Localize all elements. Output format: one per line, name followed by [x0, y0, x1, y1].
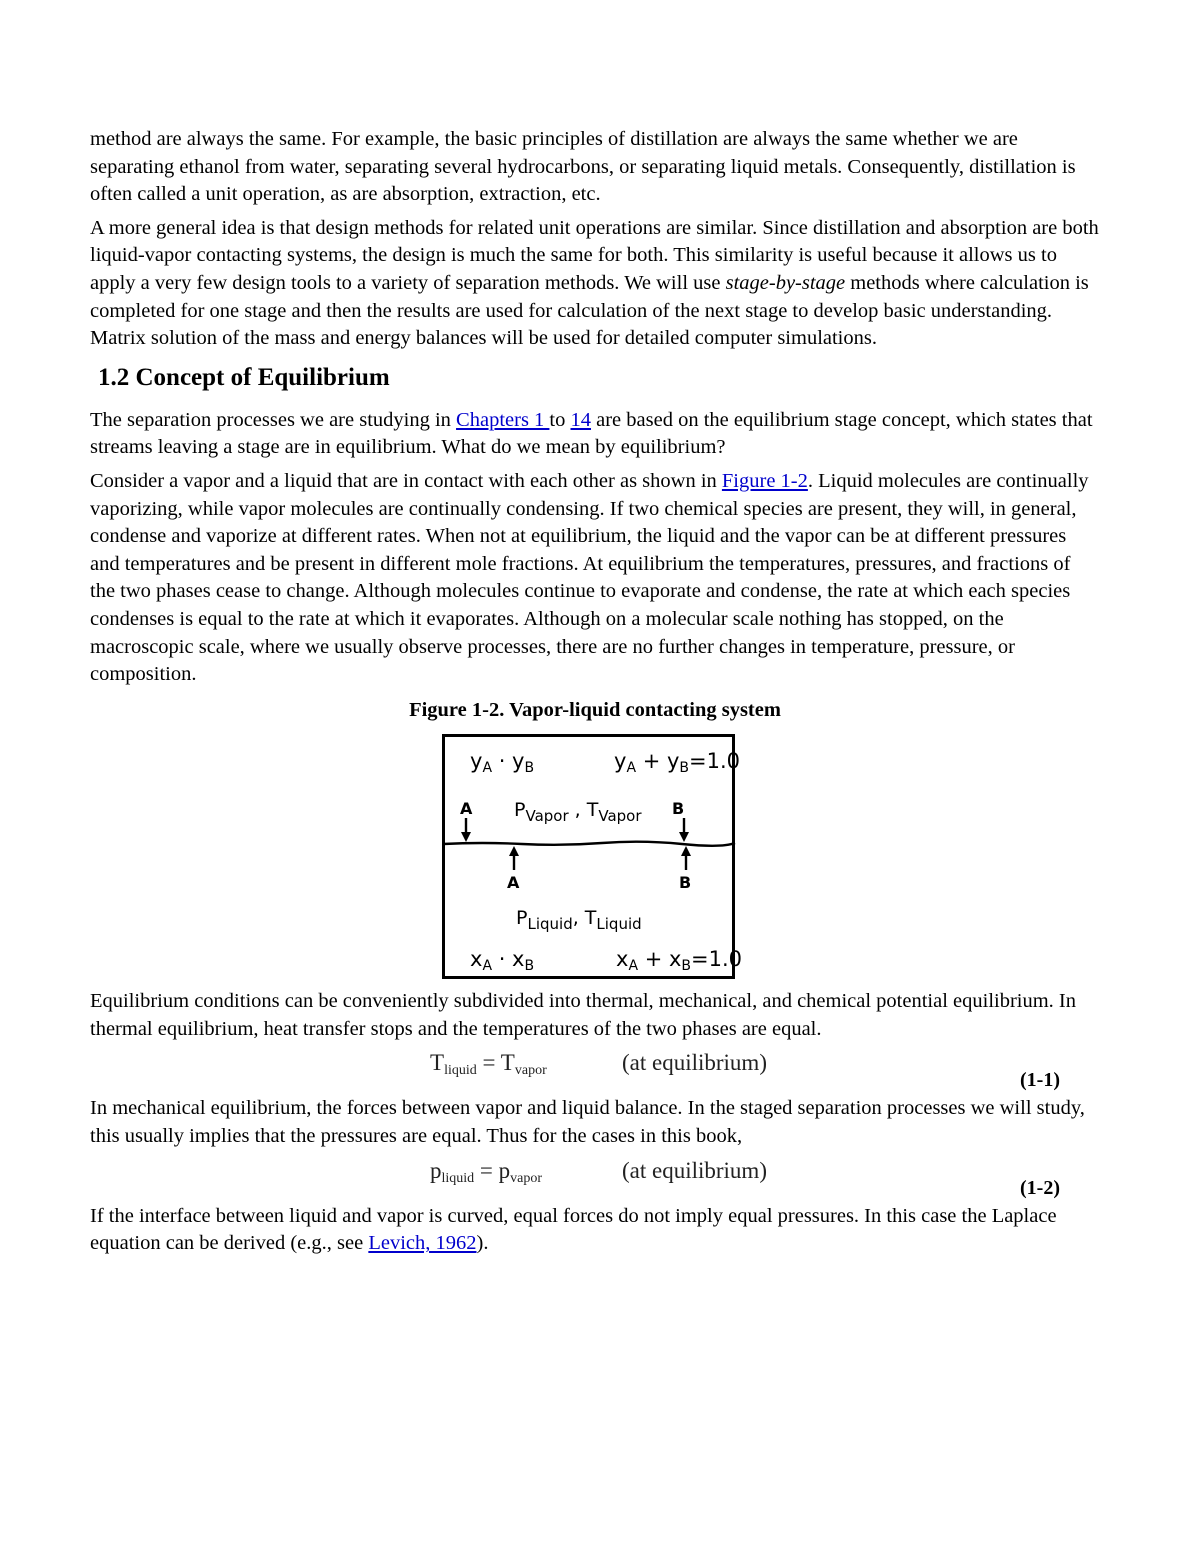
section-heading: 1.2 Concept of Equilibrium	[98, 363, 390, 391]
vapor-conditions-label: $P_{Vapor}$ , $T_{Vapor}$	[514, 799, 642, 826]
paragraph-equilibrium-stage	[90, 407, 1100, 462]
paragraph-text: . Liquid molecules are continually vaporizing, while vapor molecules are continually condensing. If two chemical species are present, they will, in general, condense and vaporize at different rates. When not at equilibrium, the liquid and the vapor can be at different pressures and temperatures and be present in different mole fractions. At equilibrium the temperatures, pressures, and fractions of the two phases cease to change. Although molecules continue to evaporate and condense, the rate at which each species condenses is equal to the rate at which it evaporates. Although on a molecular scale nothing has stopped, on the macroscopic scale, where we usually observe processes, there are no further changes in temperature, pressure, or composition.	[90, 469, 1089, 686]
document-page	[90, 126, 1100, 1264]
equation-1-1	[90, 1049, 1100, 1093]
equation-1-2	[90, 1157, 1100, 1201]
paragraph-text: methods where calculation is completed for one stage and then the results are used for calculation of the next stage to develop basic understanding. Matrix solution of the mass and energy balances will be used for detailed computer simulations.	[90, 271, 1089, 350]
liquid-sum-label: xA + xB=1.0	[616, 947, 742, 975]
paragraph-text: Consider a vapor and a liquid that are in contact with each other as shown in	[90, 469, 722, 492]
species-b-label-liquid: B	[679, 873, 692, 893]
paragraph-text: are based on the equilibrium stage concept, which states that streams leaving a stage are in equilibrium. What do we mean by equilibrium?	[90, 408, 1093, 459]
figure-vapor-liquid-system	[442, 734, 742, 980]
paragraph-thermal-equilibrium: Equilibrium conditions can be conveniently subdivided into thermal, mechanical, and chemical potential equilibrium. In thermal equilibrium, heat transfer stops and the temperatures of the two phases are equal.	[90, 990, 1077, 1040]
vapor-fractions-label: yA · yB	[470, 749, 535, 777]
equation-body: $p_{liquid} = p_{vapor}$	[430, 1157, 543, 1186]
italic-term: stage-by-stage	[725, 271, 846, 294]
paragraph-unit-operations: method are always the same. For example, the basic principles of distillation are always the same whether we are separating ethanol from water, separating several hydrocarbons, or separating liquid metals. Consequently, distillation is often called a unit operation, as are absorption, extraction, etc.	[90, 128, 1076, 206]
liquid-conditions-label: $P_{Liquid}$, $T_{Liquid}$	[516, 907, 642, 934]
equation-body: $T_{liquid} = T_{vapor}$	[430, 1050, 547, 1079]
paragraph-laplace	[90, 1203, 1100, 1258]
link-figure-1-2[interactable]: Figure 1-2	[721, 469, 808, 492]
figure-caption: Figure 1-2. Vapor-liquid contacting system	[409, 698, 781, 721]
species-b-label: B	[672, 799, 685, 819]
paragraph-text: If the interface between liquid and vapor is curved, equal forces do not imply equal pressures. In this case the Laplace equation can be derived (e.g., see	[90, 1204, 1057, 1255]
link-levich-1962[interactable]: Levich, 1962	[368, 1232, 477, 1255]
paragraph-vapor-liquid	[90, 468, 1100, 689]
vapor-sum-label: yA + yB=1.0	[614, 749, 740, 777]
equation-condition: (at equilibrium)	[622, 1157, 767, 1183]
paragraph-text: ).	[476, 1232, 489, 1255]
figure-diagram	[442, 734, 742, 980]
species-a-label-liquid: A	[507, 873, 520, 893]
paragraph-design-methods	[90, 215, 1100, 353]
equation-number: (1-1)	[1020, 1069, 1060, 1092]
paragraph-text: to	[549, 408, 571, 431]
paragraph-mechanical-equilibrium: In mechanical equilibrium, the forces between vapor and liquid balance. In the staged separation processes we will study, this usually implies that the pressures are equal. Thus for the cases in this book,	[90, 1097, 1085, 1148]
equation-number: (1-2)	[1020, 1176, 1060, 1199]
paragraph-text: The separation processes we are studying in	[90, 408, 457, 431]
link-chapters-1[interactable]: Chapters 1	[456, 408, 550, 431]
equation-condition: (at equilibrium)	[622, 1050, 767, 1076]
paragraph-text: A more general idea is that design methods for related unit operations are similar. Since distillation and absorption are both liquid-vapor contacting systems, the design is much the same for both. This similarity is useful because it allows us to apply a very few design tools to a variety of separation methods. We will use	[90, 216, 1099, 294]
liquid-fractions-label: xA · xB	[470, 947, 535, 975]
species-a-label: A	[460, 799, 473, 819]
link-chapter-14[interactable]: 14	[570, 408, 591, 431]
